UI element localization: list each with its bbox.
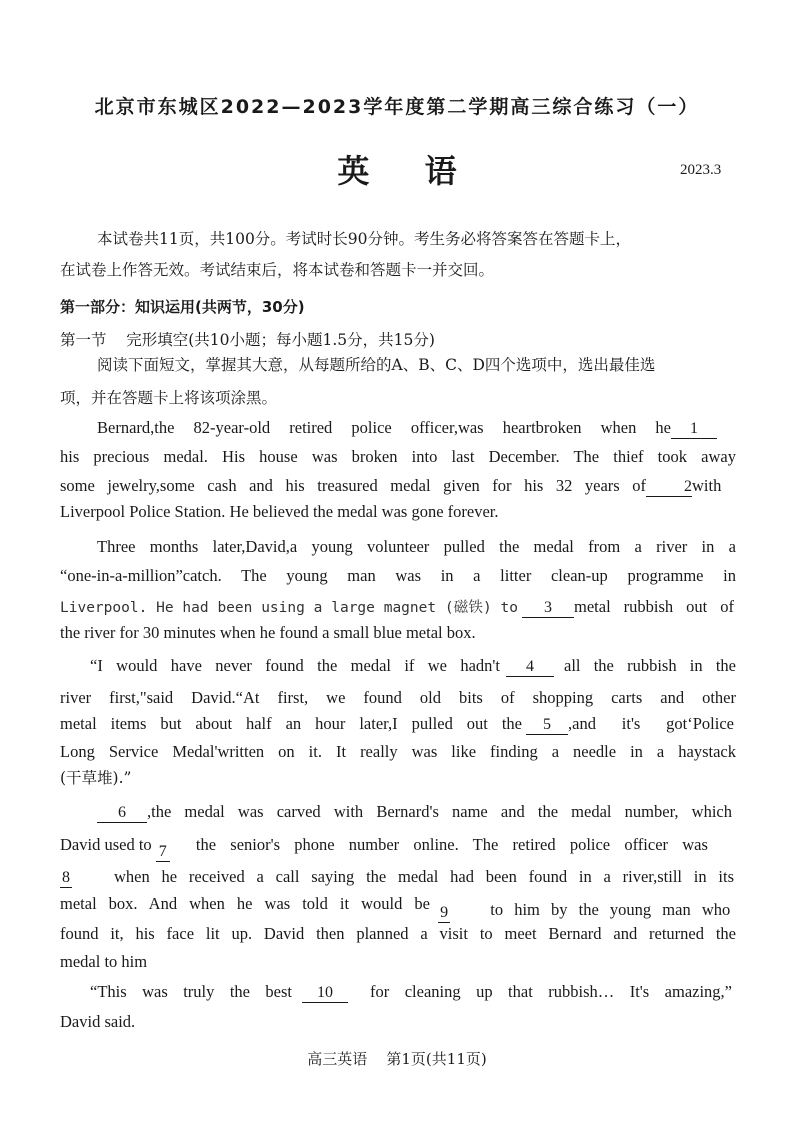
footer-page-number: 第1页(共11页) <box>386 1050 487 1068</box>
passage-line: the river for 30 minutes when he found a small blue metal box. <box>60 623 476 642</box>
text-span: “I would have never found the medal if we hadn't <box>90 656 500 675</box>
text-span: metal items but about half an hour later,I pulled out the <box>60 714 522 733</box>
instructions-line-2: 在试卷上作答无效。考试结束后，将本试卷和答题卡一并交回。 <box>60 261 495 279</box>
text-span: David used to <box>60 835 152 854</box>
answer-blank-5[interactable]: 5 <box>526 716 568 735</box>
passage-line <box>97 418 736 439</box>
page-footer <box>0 1048 794 1069</box>
section-heading <box>60 328 736 350</box>
passage-line: David said. <box>60 1012 136 1031</box>
subject-title: 英 语 <box>337 152 479 190</box>
answer-blank-1[interactable]: 1 <box>671 420 717 439</box>
answer-blank-10[interactable]: 10 <box>302 984 348 1003</box>
part-heading: 第一部分：知识运用(共两节，30分) <box>60 298 305 316</box>
answer-blank-3[interactable]: 3 <box>522 599 574 618</box>
passage-line: Three months later,David,a young volunteer pulled the medal from a river in a <box>97 537 736 556</box>
text-span: the senior's phone number online. The retired police officer was <box>195 835 708 854</box>
passage-line <box>60 714 736 735</box>
passage-line <box>60 867 736 888</box>
passage-line: river first,"said David.“At first, we found old bits of shopping carts and other <box>60 688 736 707</box>
passage-line <box>60 476 736 497</box>
text-span: all the rubbish in the <box>564 656 736 675</box>
passage-line: “one-in-a-million”catch. The young man was in a litter clean-up programme in <box>60 566 736 585</box>
passage-line <box>90 656 736 677</box>
passage-line <box>60 894 736 921</box>
text-span: to him by the young man who <box>490 900 731 919</box>
passage-line: found it, his face lit up. David then planned a visit to meet Bernard and returned the <box>60 924 736 943</box>
section-label: 第一节 <box>60 331 107 349</box>
answer-blank-6[interactable]: 6 <box>97 804 147 823</box>
direction-line-2: 项，并在答题卡上将该项涂黑。 <box>60 389 278 407</box>
answer-blank-9[interactable]: 9 <box>440 904 449 921</box>
direction-line-1: 阅读下面短文，掌握其大意，从每题所给的A、B、C、D四个选项中，选出最佳选 <box>97 356 656 374</box>
passage-line <box>97 802 736 823</box>
passage-line: medal to him <box>60 952 148 971</box>
passage-line: his precious medal. His house was broken into last December. The thief took away <box>60 447 736 466</box>
passage-line <box>60 835 736 860</box>
text-span: with <box>692 476 722 495</box>
text-span: for cleaning up that rubbish… It's amazing,” <box>370 982 732 1001</box>
passage-line: Liverpool Police Station. He believed the medal was gone forever. <box>60 502 499 521</box>
text-span: “This was truly the best <box>90 982 292 1001</box>
passage-line <box>60 596 736 618</box>
text-span: ,the medal was carved with Bernard's name and the medal number, which <box>147 802 732 821</box>
text-span: metal box. And when he was told it would be <box>60 894 430 913</box>
exam-date: 2023.3 <box>680 162 722 178</box>
footer-subject: 高三英语 <box>307 1050 368 1068</box>
text-span: Liverpool. He had been using a large magnet (磁铁) to <box>60 600 518 616</box>
exam-title: 北京市东城区2022—2023学年度第二学期高三综合练习（一） <box>94 96 700 118</box>
section-title: 完形填空(共10小题；每小题1.5分，共15分) <box>126 331 435 349</box>
answer-blank-2[interactable]: 2 <box>646 478 692 497</box>
text-span: Bernard,the 82-year-old retired police officer,was heartbroken when he <box>97 418 671 437</box>
passage-line: (干草堆).” <box>60 769 132 787</box>
text-span: ,and it's got‘Police <box>568 714 734 733</box>
text-span: metal rubbish out of <box>574 597 734 616</box>
passage-line: Long Service Medal'written on it. It really was like finding a needle in a haystack <box>60 742 736 761</box>
answer-blank-8[interactable]: 8 <box>62 869 70 886</box>
answer-blank-4[interactable]: 4 <box>506 658 554 677</box>
text-span: when he received a call saying the medal had been found in a river,still in its <box>114 867 734 886</box>
text-span: some jewelry,some cash and his treasured medal given for his 32 years of <box>60 476 646 495</box>
passage-line <box>90 982 736 1003</box>
instructions-line-1: 本试卷共11页，共100分。考试时长90分钟。考生务必将答案答在答题卡上， <box>97 230 632 248</box>
answer-blank-7[interactable]: 7 <box>156 843 170 862</box>
